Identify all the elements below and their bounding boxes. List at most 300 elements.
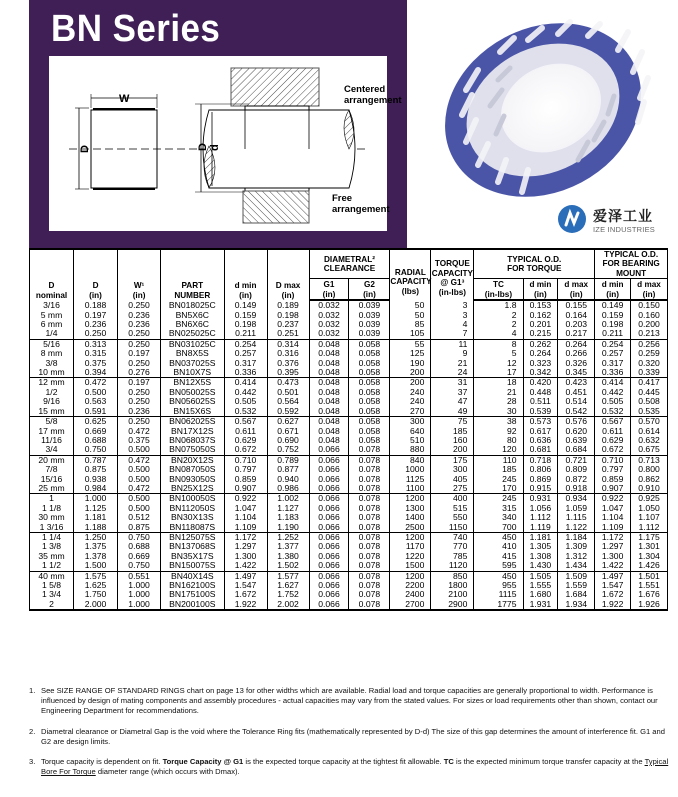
header-banner	[29, 0, 407, 248]
table-cell: 47	[431, 397, 474, 406]
table-cell: BN025025C	[161, 329, 224, 339]
table-cell: 0.922	[224, 494, 267, 504]
table-cell: 0.875	[118, 523, 161, 533]
table-cell: 840	[390, 455, 431, 465]
table-cell: 270	[390, 407, 431, 417]
table-cell: 0.236	[118, 407, 161, 417]
table-cell: 0.066	[309, 600, 349, 610]
table-cell: 3/4	[30, 445, 74, 455]
table-cell: 0.188	[74, 300, 118, 310]
table-cell: 0.539	[523, 407, 558, 417]
table-cell: 1.190	[267, 523, 309, 533]
table-cell: 1.127	[267, 504, 309, 513]
table-cell: 0.473	[267, 378, 309, 388]
table-cell: 1.000	[74, 494, 118, 504]
table-cell: 1.002	[267, 494, 309, 504]
table-cell: 170	[474, 484, 523, 494]
table-cell: 120	[474, 445, 523, 455]
needle-bearing-photo	[418, 10, 668, 210]
table-cell: 1.104	[224, 513, 267, 522]
table-cell: 1.922	[595, 600, 631, 610]
table-cell: 0.197	[74, 311, 118, 320]
table-cell: 0.376	[267, 359, 309, 368]
table-cell: 1.547	[224, 581, 267, 590]
table-cell: 1.509	[558, 571, 595, 581]
table-body	[30, 300, 668, 610]
table-cell: 0.721	[558, 455, 595, 465]
table-cell: 0.414	[224, 378, 267, 388]
table-cell: 11	[431, 339, 474, 349]
table-cell: 1.250	[74, 532, 118, 542]
table-cell: BN087050S	[161, 465, 224, 474]
table-cell: 0.058	[349, 436, 390, 445]
table-cell: 0.907	[224, 484, 267, 494]
table-cell: BN075050S	[161, 445, 224, 455]
table-cell: 1 1/8	[30, 504, 74, 513]
table-cell: 0.066	[309, 475, 349, 484]
table-cell: 0.078	[349, 494, 390, 504]
table-cell: 3	[431, 300, 474, 310]
diagram-label-D-left: D	[79, 145, 91, 153]
table-cell: 5/8	[30, 417, 74, 427]
table-cell: 0.149	[595, 300, 631, 310]
table-cell: 1.000	[118, 590, 161, 599]
table-cell: 50	[390, 311, 431, 320]
table-cell: 0.925	[631, 494, 668, 504]
table-cell: 0.039	[349, 320, 390, 329]
table-cell: 0.257	[595, 349, 631, 358]
table-cell: 0.262	[523, 339, 558, 349]
table-cell: 0.150	[631, 300, 668, 310]
table-cell: 0.264	[558, 339, 595, 349]
table-cell: BN068037S	[161, 436, 224, 445]
table-cell: 1.297	[224, 542, 267, 551]
table-cell: 0.078	[349, 600, 390, 610]
table-cell: 0.317	[224, 359, 267, 368]
table-cell: 1.312	[558, 552, 595, 561]
table-cell: 0.564	[267, 397, 309, 406]
table-cell: BN40X14S	[161, 571, 224, 581]
table-cell: 0.872	[558, 475, 595, 484]
table-cell: 0.159	[224, 311, 267, 320]
table-cell: 0.625	[74, 417, 118, 427]
table-cell: 0.048	[309, 359, 349, 368]
table-cell: 1.926	[631, 600, 668, 610]
table-cell: 0.164	[558, 311, 595, 320]
table-cell: 0.505	[224, 397, 267, 406]
table-cell: 0.500	[118, 504, 161, 513]
table-cell: 3/16	[30, 300, 74, 310]
table-cell: 640	[390, 427, 431, 436]
table-cell: 0.639	[558, 436, 595, 445]
table-cell: 0.859	[595, 475, 631, 484]
table-cell: 0.710	[595, 455, 631, 465]
table-cell: 0.259	[631, 349, 668, 358]
table-cell: BN200100S	[161, 600, 224, 610]
table-row	[30, 445, 668, 455]
table-cell: 0.671	[267, 427, 309, 436]
table-row	[30, 368, 668, 378]
table-cell: 0.201	[523, 320, 558, 329]
table-cell: 0.039	[349, 311, 390, 320]
table-cell: 0.375	[74, 359, 118, 368]
table-cell: 1.300	[224, 552, 267, 561]
table-cell: 0.472	[74, 378, 118, 388]
table-cell: 9/16	[30, 397, 74, 406]
table-cell: 0.254	[224, 339, 267, 349]
table-cell: 0.315	[74, 349, 118, 358]
table-cell: 0.048	[309, 436, 349, 445]
centered-arrangement-label: Centered arrangement	[344, 84, 402, 106]
table-cell: 415	[474, 552, 523, 561]
table-cell: 0.611	[595, 427, 631, 436]
table-cell: 595	[474, 561, 523, 571]
table-cell: 1775	[474, 600, 523, 610]
table-cell: 2	[30, 600, 74, 610]
table-cell: 0.862	[631, 475, 668, 484]
table-cell: 0.078	[349, 455, 390, 465]
table-cell: 0.066	[309, 552, 349, 561]
table-cell: 0.345	[558, 368, 595, 378]
logo-chinese-text: 爱泽工业	[593, 208, 653, 224]
table-cell: 2.000	[74, 600, 118, 610]
ize-logo-icon	[558, 205, 586, 233]
table-cell: 0.058	[349, 339, 390, 349]
table-cell: 0.048	[309, 339, 349, 349]
table-cell: 0.326	[558, 359, 595, 368]
table-cell: 1.426	[631, 561, 668, 571]
table-cell: 1.188	[74, 523, 118, 533]
table-cell: 1	[30, 494, 74, 504]
table-cell: 0.078	[349, 445, 390, 455]
table-cell: 1.500	[74, 561, 118, 571]
table-cell: 0.681	[523, 445, 558, 455]
table-cell: 0.155	[558, 300, 595, 310]
table-cell: 0.869	[523, 475, 558, 484]
table-cell: 0.078	[349, 484, 390, 494]
table-cell: BN018025C	[161, 300, 224, 310]
col-header-torque-d-max: d max (in)	[558, 279, 595, 301]
table-cell: 0.078	[349, 513, 390, 522]
table-cell: 1.050	[631, 504, 668, 513]
table-cell: BN6X6C	[161, 320, 224, 329]
table-cell: BN20X12S	[161, 455, 224, 465]
table-cell: 0.576	[558, 417, 595, 427]
table-cell: 0.032	[309, 320, 349, 329]
table-cell: 1.430	[523, 561, 558, 571]
table-cell: 15 mm	[30, 407, 74, 417]
table-cell: BN15X6S	[161, 407, 224, 417]
table-cell: 85	[390, 320, 431, 329]
table-cell: 2.002	[267, 600, 309, 610]
table-cell: 0.032	[309, 311, 349, 320]
table-cell: 0.250	[118, 388, 161, 397]
table-cell: 1300	[390, 504, 431, 513]
table-cell: 12 mm	[30, 378, 74, 388]
table-cell: 0.806	[523, 465, 558, 474]
table-cell: 0.394	[74, 368, 118, 378]
table-cell: 0.078	[349, 504, 390, 513]
table-cell: 0.500	[118, 465, 161, 474]
footnote-3: 3. Torque capacity is dependent on fit. Torque Capacity @ G1 is the expected torque capacity at the tightest fit allowable. TC is the expected minimum torque transfer capacity at the Typical Bore For Torque diameter range (which occurs with Dmax).	[29, 757, 669, 777]
table-cell: 2700	[390, 600, 431, 610]
table-cell: 0.910	[631, 484, 668, 494]
table-cell: 1 1/4	[30, 532, 74, 542]
table-cell: 20 mm	[30, 455, 74, 465]
table-cell: 0.066	[309, 494, 349, 504]
table-cell: 10 mm	[30, 368, 74, 378]
table-cell: 0.688	[118, 542, 161, 551]
table-cell: 0.984	[74, 484, 118, 494]
table-cell: 0.250	[118, 300, 161, 310]
table-cell: 0.690	[267, 436, 309, 445]
table-cell: 0.514	[558, 397, 595, 406]
table-cell: BN118087S	[161, 523, 224, 533]
table-cell: 0.078	[349, 465, 390, 474]
bn-series-spec-table-container	[29, 248, 668, 611]
table-cell: 240	[390, 397, 431, 406]
table-cell: 0.215	[523, 329, 558, 339]
col-header-g1: G1 (in)	[309, 279, 349, 301]
table-cell: 15/16	[30, 475, 74, 484]
table-cell: 1.559	[558, 581, 595, 590]
table-row	[30, 484, 668, 494]
table-cell: 40 mm	[30, 571, 74, 581]
footnote-2: 2. Diametral clearance or Diametral Gap is the void where the Tolerance Ring fits (mathematically represented by D-d) The size of this gap determines the amount of interference fit. G1 and G2 are design limits.	[29, 726, 665, 746]
table-cell: 1.301	[631, 542, 668, 551]
table-cell: 0.078	[349, 542, 390, 551]
table-cell: 400	[431, 494, 474, 504]
table-cell: 4	[431, 320, 474, 329]
table-cell: 1.000	[118, 600, 161, 610]
col-header-d-max: D max (in)	[267, 249, 309, 300]
table-cell: 24	[431, 368, 474, 378]
table-cell: BN175100S	[161, 590, 224, 599]
table-cell: 0.940	[267, 475, 309, 484]
table-cell: 1.676	[631, 590, 668, 599]
table-cell: 1.625	[74, 581, 118, 590]
table-cell: 0.058	[349, 359, 390, 368]
table-cell: 1.380	[267, 552, 309, 561]
table-cell: 0.078	[349, 523, 390, 533]
table-cell: 1.300	[595, 552, 631, 561]
table-cell: 2	[474, 320, 523, 329]
dimension-diagram	[49, 56, 402, 231]
col-header-mount-d-max: d max (in)	[631, 279, 668, 301]
table-cell: 75	[431, 417, 474, 427]
table-cell: 0.211	[595, 329, 631, 339]
table-cell: 1.109	[224, 523, 267, 533]
table-cell: 1125	[390, 475, 431, 484]
table-cell: BN062025S	[161, 417, 224, 427]
table-cell: 0.250	[118, 329, 161, 339]
table-cell: 0.750	[118, 532, 161, 542]
table-cell: 0.236	[118, 320, 161, 329]
table-cell: 0.632	[631, 436, 668, 445]
table-cell: 1000	[390, 465, 431, 474]
table-cell: 0.339	[631, 368, 668, 378]
table-cell: 0.684	[558, 445, 595, 455]
table-cell: 1.375	[74, 542, 118, 551]
table-cell: 1 1/2	[30, 561, 74, 571]
table-cell: 1.680	[523, 590, 558, 599]
table-cell: 1.056	[523, 504, 558, 513]
table-cell: BN162100S	[161, 581, 224, 590]
table-cell: 0.066	[309, 465, 349, 474]
table-cell: 0.149	[224, 300, 267, 310]
table-cell: 0.058	[349, 349, 390, 358]
table-cell: 0.570	[631, 417, 668, 427]
table-cell: 0.472	[118, 455, 161, 465]
table-cell: 850	[431, 571, 474, 581]
table-cell: 0.250	[118, 397, 161, 406]
table-cell: 12	[474, 359, 523, 368]
table-cell: 1.181	[523, 532, 558, 542]
table-cell: 30 mm	[30, 513, 74, 522]
table-cell: 0.048	[309, 388, 349, 397]
table-cell: 0.688	[74, 436, 118, 445]
table-cell: 0.250	[118, 339, 161, 349]
table-cell: 0.800	[631, 465, 668, 474]
table-cell: 0.472	[118, 427, 161, 436]
table-cell: 1200	[390, 571, 431, 581]
table-cell: 0.251	[267, 329, 309, 339]
table-cell: BN150075S	[161, 561, 224, 571]
table-cell: 1.547	[595, 581, 631, 590]
table-cell: 0.058	[349, 378, 390, 388]
table-cell: 1.750	[74, 590, 118, 599]
table-cell: 0.160	[631, 311, 668, 320]
table-cell: 0.750	[74, 445, 118, 455]
table-cell: 25 mm	[30, 484, 74, 494]
table-cell: 5	[474, 349, 523, 358]
table-cell: 0.414	[595, 378, 631, 388]
table-cell: 0.500	[74, 388, 118, 397]
table-cell: 0.500	[118, 494, 161, 504]
table-cell: 0.875	[74, 465, 118, 474]
col-header-torque-capacity: TORQUE CAPACITY @ G1³ (in-lbs)	[431, 249, 474, 300]
table-cell: 450	[474, 532, 523, 542]
table-cell: 0.048	[309, 368, 349, 378]
table-cell: 110	[474, 455, 523, 465]
table-cell: 0.535	[631, 407, 668, 417]
table-cell: 0.066	[309, 513, 349, 522]
table-cell: 0.217	[558, 329, 595, 339]
table-row	[30, 561, 668, 571]
table-cell: 880	[390, 445, 431, 455]
table-cell: 0.078	[349, 532, 390, 542]
table-cell: 0.336	[224, 368, 267, 378]
table-cell: 4	[474, 329, 523, 339]
ize-industries-logo	[558, 203, 678, 243]
table-cell: 0.048	[309, 407, 349, 417]
table-cell: 0.250	[118, 417, 161, 427]
bn-series-spec-table	[29, 248, 668, 611]
table-cell: 0.048	[309, 378, 349, 388]
table-cell: 0.448	[523, 388, 558, 397]
table-cell: 1.047	[595, 504, 631, 513]
table-cell: 0.508	[631, 397, 668, 406]
table-cell: 0.931	[523, 494, 558, 504]
table-cell: 0.797	[224, 465, 267, 474]
table-cell: 2200	[390, 581, 431, 590]
table-cell: 785	[431, 552, 474, 561]
col-header-g2: G2 (in)	[349, 279, 390, 301]
table-cell: 1.934	[558, 600, 595, 610]
table-cell: BN10X7S	[161, 368, 224, 378]
table-cell: 18	[474, 378, 523, 388]
table-cell: BN031025C	[161, 339, 224, 349]
table-cell: 0.809	[558, 465, 595, 474]
table-cell: 0.213	[631, 329, 668, 339]
table-cell: 740	[431, 532, 474, 542]
table-cell: 550	[431, 513, 474, 522]
table-cell: 0.058	[349, 407, 390, 417]
table-cell: BN100050S	[161, 494, 224, 504]
table-cell: 1400	[390, 513, 431, 522]
table-cell: 0.750	[118, 561, 161, 571]
table-cell: 0.066	[309, 455, 349, 465]
table-cell: 0.314	[267, 339, 309, 349]
table-cell: 0.264	[523, 349, 558, 358]
table-cell: 315	[474, 504, 523, 513]
table-cell: 0.500	[118, 475, 161, 484]
table-cell: 0.511	[523, 397, 558, 406]
table-cell: 0.200	[631, 320, 668, 329]
table-cell: BN137068S	[161, 542, 224, 551]
table-cell: 0.039	[349, 300, 390, 310]
table-cell: 700	[474, 523, 523, 533]
table-cell: 7/8	[30, 465, 74, 474]
table-cell: 0.078	[349, 475, 390, 484]
table-cell: 125	[390, 349, 431, 358]
table-cell: 0.629	[224, 436, 267, 445]
table-cell: 0.048	[309, 349, 349, 358]
table-cell: 1.112	[523, 513, 558, 522]
table-cell: 0.934	[558, 494, 595, 504]
table-cell: 0.620	[558, 427, 595, 436]
table-cell: 1.059	[558, 504, 595, 513]
table-cell: 1.684	[558, 590, 595, 599]
table-cell: 0.672	[224, 445, 267, 455]
table-cell: 0.058	[349, 388, 390, 397]
table-cell: 1200	[390, 494, 431, 504]
table-cell: 0.718	[523, 455, 558, 465]
free-arrangement-label: Free arrangement	[332, 193, 390, 215]
table-cell: 1.112	[631, 523, 668, 533]
table-cell: 0.078	[349, 581, 390, 590]
table-cell: 1.501	[631, 571, 668, 581]
table-cell: 1.297	[595, 542, 631, 551]
table-cell: 0.323	[523, 359, 558, 368]
table-cell: 0.395	[267, 368, 309, 378]
table-cell: 50	[390, 300, 431, 310]
table-cell: 1.752	[267, 590, 309, 599]
table-cell: 1.125	[74, 504, 118, 513]
col-header-w-in: W¹ (in)	[118, 249, 161, 300]
table-cell: 0.375	[118, 436, 161, 445]
diagram-label-W: W	[119, 93, 130, 105]
table-cell: 0.617	[523, 427, 558, 436]
col-header-d-nominal: D nominal	[30, 249, 74, 300]
col-header-tc: TC (in-lbs)	[474, 279, 523, 301]
table-cell: 31	[431, 378, 474, 388]
table-cell: 1.497	[224, 571, 267, 581]
table-cell: 0.472	[118, 484, 161, 494]
table-cell: 0.336	[595, 368, 631, 378]
table-cell: BN125075S	[161, 532, 224, 542]
table-cell: 0.567	[224, 417, 267, 427]
